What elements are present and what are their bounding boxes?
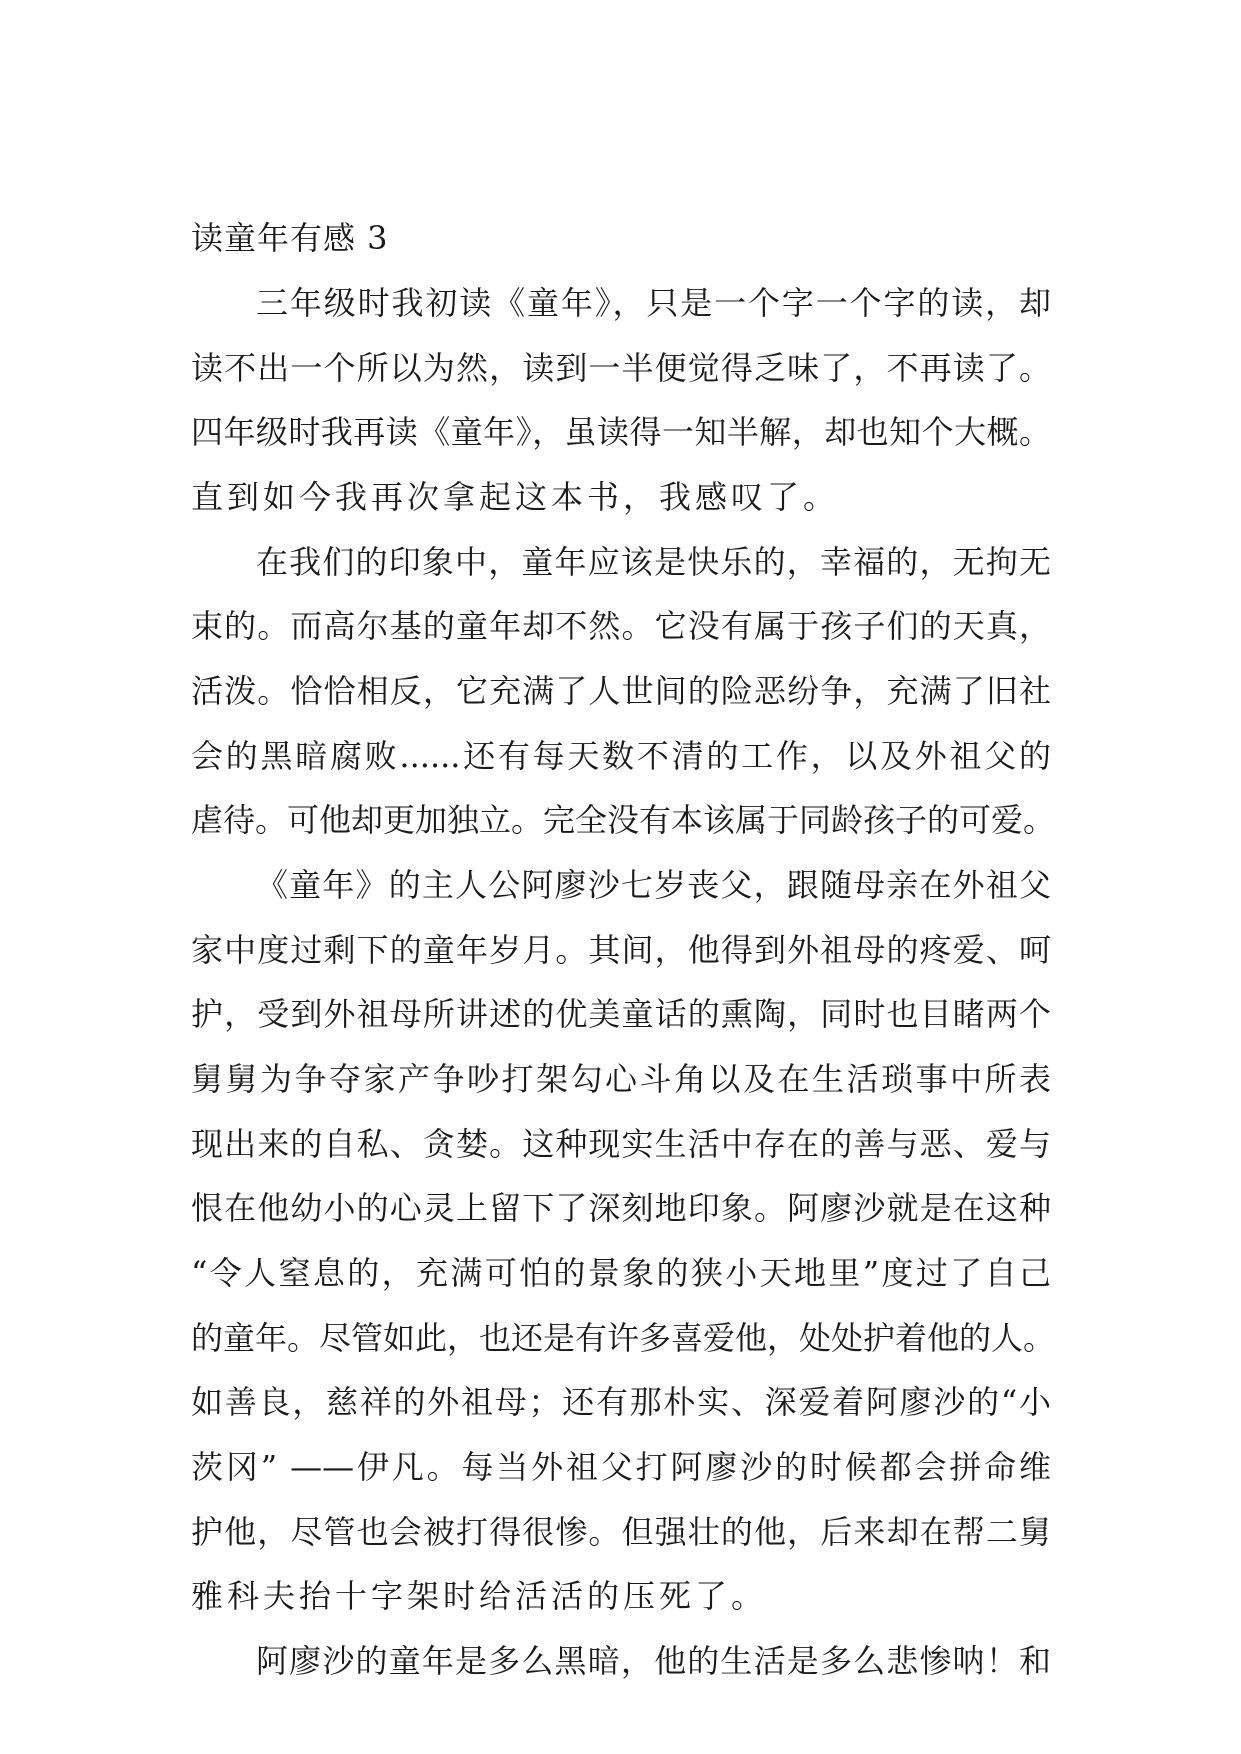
text-line: 家中度过剩下的童年岁月。其间，他得到外祖母的疼爱、呵 xyxy=(191,931,1051,969)
text-line: 在我们的印象中，童年应该是快乐的，幸福的，无拘无 xyxy=(256,543,1051,581)
text-line: 舅舅为争夺家产争吵打架勾心斗角以及在生活琐事中所表 xyxy=(191,1060,1051,1098)
text-line: 虐待。可他却更加独立。完全没有本该属于同龄孩子的可爱。 xyxy=(191,801,1056,839)
text-line: 束的。而高尔基的童年却不然。它没有属于孩子们的天真， xyxy=(191,607,1051,645)
text-line: 的童年。尽管如此，也还是有许多喜爱他，处处护着他的人。 xyxy=(191,1319,1056,1357)
text-line: 茨冈” ——伊凡。每当外祖父打阿廖沙的时候都会拼命维 xyxy=(191,1448,1051,1486)
text-line: 直到如今我再次拿起这本书，我感叹了。 xyxy=(191,478,840,516)
text-line: 四年级时我再读《童年》，虽读得一知半解，却也知个大概。 xyxy=(191,413,1051,451)
text-line: 雅科夫抬十字架时给活活的压死了。 xyxy=(191,1577,768,1615)
text-line: 护，受到外祖母所讲述的优美童话的熏陶，同时也目睹两个 xyxy=(191,995,1051,1033)
text-line: 护他，尽管也会被打得很惨。但强壮的他，后来却在帮二舅 xyxy=(191,1513,1051,1551)
text-line: 读不出一个所以为然，读到一半便觉得乏味了，不再读了。 xyxy=(191,349,1051,387)
text-line: 《童年》的主人公阿廖沙七岁丧父，跟随母亲在外祖父 xyxy=(256,866,1051,904)
document-title: 读童年有感 3 xyxy=(191,219,389,257)
text-line: 活泼。恰恰相反，它充满了人世间的险恶纷争，充满了旧社 xyxy=(191,672,1051,710)
text-line: 恨在他幼小的心灵上留下了深刻地印象。阿廖沙就是在这种 xyxy=(191,1189,1051,1227)
text-line: 阿廖沙的童年是多么黑暗，他的生活是多么悲惨呐！和 xyxy=(256,1642,1051,1680)
text-line: 会的黑暗腐败......还有每天数不清的工作，以及外祖父的 xyxy=(191,737,1051,775)
text-line: “令人窒息的，充满可怕的景象的狭小天地里”度过了自己 xyxy=(191,1254,1051,1292)
text-line: 三年级时我初读《童年》，只是一个字一个字的读，却 xyxy=(256,284,1051,322)
text-line: 如善良，慈祥的外祖母；还有那朴实、深爱着阿廖沙的“小 xyxy=(191,1383,1051,1421)
text-line: 现出来的自私、贪婪。这种现实生活中存在的善与恶、爱与 xyxy=(191,1125,1051,1163)
